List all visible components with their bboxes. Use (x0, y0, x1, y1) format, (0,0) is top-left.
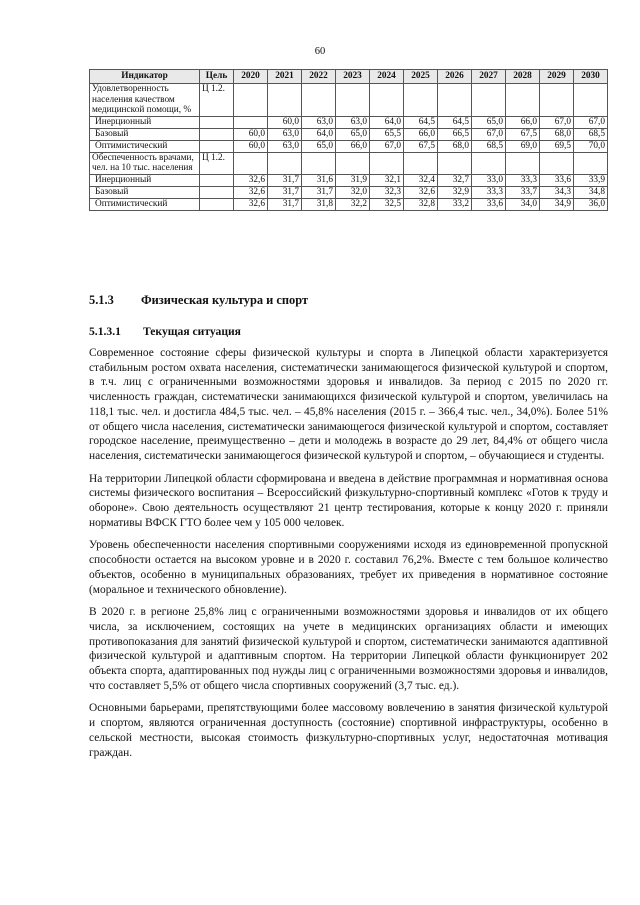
value-cell: 31,9 (336, 175, 370, 187)
value-cell: 67,0 (370, 140, 404, 152)
value-cell: 36,0 (574, 198, 608, 210)
indicator-row (90, 83, 608, 116)
value-cell: 32,5 (370, 198, 404, 210)
value-cell: 32,6 (404, 186, 438, 198)
subsection-number: 5.1.3.1 (89, 325, 121, 338)
value-cell: 67,0 (574, 117, 608, 129)
paragraph: На территории Липецкой области сформирована и введена в действие программная и нормативная основа системы физического воспитания – Всероссийский физкультурно-спортивный комплекс «Готов к труду и обороне». Свою деятельность осуществляют 21 центр тестирования, которые к концу 2020 г. приняли нормативы ВФСК ГТО более чем у 105 000 человек. (89, 472, 608, 529)
indicator-goal: Ц 1.2. (200, 152, 234, 175)
header-year: 2028 (506, 70, 540, 84)
value-cell: 33,6 (540, 175, 574, 187)
empty-cell (302, 83, 336, 116)
value-cell: 63,0 (302, 117, 336, 129)
scenario-row (90, 128, 608, 140)
value-cell: 68,0 (438, 140, 472, 152)
empty-cell (200, 198, 234, 210)
empty-cell (404, 152, 438, 175)
value-cell: 64,0 (302, 128, 336, 140)
scenario-name: Оптимистический (90, 198, 200, 210)
scenario-row (90, 175, 608, 187)
empty-cell (234, 152, 268, 175)
value-cell: 32,1 (370, 175, 404, 187)
scenario-name: Оптимистический (90, 140, 200, 152)
value-cell: 60,0 (268, 117, 302, 129)
value-cell: 68,0 (540, 128, 574, 140)
table-body (90, 83, 608, 210)
scenario-name: Базовый (90, 128, 200, 140)
value-cell: 34,3 (540, 186, 574, 198)
value-cell (234, 117, 268, 129)
empty-cell (370, 152, 404, 175)
empty-cell (200, 175, 234, 187)
empty-cell (404, 83, 438, 116)
value-cell: 67,5 (506, 128, 540, 140)
value-cell: 66,0 (506, 117, 540, 129)
empty-cell (268, 83, 302, 116)
value-cell: 65,5 (370, 128, 404, 140)
subsection-heading (89, 325, 241, 338)
scenario-row (90, 186, 608, 198)
header-year: 2024 (370, 70, 404, 84)
empty-cell (200, 140, 234, 152)
header-year: 2026 (438, 70, 472, 84)
value-cell: 33,2 (438, 198, 472, 210)
indicator-name: Обеспеченность врачами, чел. на 10 тыс. населения (90, 152, 200, 175)
value-cell: 69,0 (506, 140, 540, 152)
header-year: 2023 (336, 70, 370, 84)
empty-cell (200, 186, 234, 198)
value-cell: 32,2 (336, 198, 370, 210)
empty-cell (234, 83, 268, 116)
value-cell: 67,0 (540, 117, 574, 129)
value-cell: 34,9 (540, 198, 574, 210)
paragraph: Основными барьерами, препятствующими более массовому вовлечению в занятия физической культурой и спортом, являются ограниченная доступность (состояние) спортивной инфраструктуры, особенно в сельской местности, высокая стоимость физкультурно-спортивных услуг, недостаточная мотивация граждан. (89, 702, 608, 759)
empty-cell (336, 83, 370, 116)
value-cell: 32,6 (234, 175, 268, 187)
section-title: Физическая культура и спорт (141, 293, 309, 307)
section-number: 5.1.3 (89, 293, 114, 307)
empty-cell (472, 152, 506, 175)
header-year: 2027 (472, 70, 506, 84)
value-cell: 31,7 (268, 198, 302, 210)
value-cell: 32,0 (336, 186, 370, 198)
scenario-name: Базовый (90, 186, 200, 198)
empty-cell (200, 117, 234, 129)
value-cell: 60,0 (234, 140, 268, 152)
value-cell: 60,0 (234, 128, 268, 140)
empty-cell (540, 152, 574, 175)
value-cell: 32,3 (370, 186, 404, 198)
value-cell: 68,5 (574, 128, 608, 140)
value-cell: 32,7 (438, 175, 472, 187)
table-header-row (90, 70, 608, 84)
page-number: 60 (314, 46, 326, 57)
value-cell: 69,5 (540, 140, 574, 152)
value-cell: 64,5 (404, 117, 438, 129)
value-cell: 31,6 (302, 175, 336, 187)
value-cell: 32,6 (234, 186, 268, 198)
paragraph: В 2020 г. в регионе 25,8% лиц с ограниченными возможностями здоровья и инвалидов от их общего числа, за исключением, состоящих на учете в медицинских организациях области и имеющих противопоказания для занятий физической культурой и спортом, систематически занимаются адаптивной физической культурой и адаптивным спортом. На территории Липецкой области функционирует 202 объекта спорта, адаптированных под нужды лиц с ограниченными возможностями здоровья и инвалидов, что составляет 5,5% от общего числа спортивных сооружений (3,7 тыс. ед.). (89, 606, 608, 692)
header-indicator: Индикатор (90, 70, 200, 84)
value-cell: 31,8 (302, 198, 336, 210)
indicator-goal: Ц 1.2. (200, 83, 234, 116)
value-cell: 32,8 (404, 198, 438, 210)
value-cell: 34,8 (574, 186, 608, 198)
value-cell: 63,0 (268, 140, 302, 152)
value-cell: 32,9 (438, 186, 472, 198)
section-heading (89, 293, 308, 308)
empty-cell (540, 83, 574, 116)
scenario-name: Инерционный (90, 175, 200, 187)
empty-cell (574, 152, 608, 175)
value-cell: 67,5 (404, 140, 438, 152)
value-cell: 65,0 (336, 128, 370, 140)
body-text (89, 346, 608, 768)
indicators-table (89, 69, 608, 211)
value-cell: 33,7 (506, 186, 540, 198)
empty-cell (438, 83, 472, 116)
header-year: 2022 (302, 70, 336, 84)
value-cell: 66,0 (336, 140, 370, 152)
value-cell: 32,6 (234, 198, 268, 210)
value-cell: 67,0 (472, 128, 506, 140)
empty-cell (268, 152, 302, 175)
empty-cell (574, 83, 608, 116)
value-cell: 31,7 (268, 186, 302, 198)
value-cell: 32,4 (404, 175, 438, 187)
value-cell: 65,0 (472, 117, 506, 129)
scenario-row (90, 117, 608, 129)
scenario-row (90, 140, 608, 152)
empty-cell (506, 152, 540, 175)
value-cell: 33,0 (472, 175, 506, 187)
value-cell: 63,0 (268, 128, 302, 140)
value-cell: 65,0 (302, 140, 336, 152)
empty-cell (472, 83, 506, 116)
empty-cell (438, 152, 472, 175)
empty-cell (302, 152, 336, 175)
header-year: 2020 (234, 70, 268, 84)
value-cell: 70,0 (574, 140, 608, 152)
header-goal: Цель (200, 70, 234, 84)
value-cell: 31,7 (302, 186, 336, 198)
value-cell: 66,5 (438, 128, 472, 140)
empty-cell (336, 152, 370, 175)
value-cell: 66,0 (404, 128, 438, 140)
value-cell: 63,0 (336, 117, 370, 129)
scenario-row (90, 198, 608, 210)
value-cell: 64,0 (370, 117, 404, 129)
value-cell: 33,6 (472, 198, 506, 210)
empty-cell (506, 83, 540, 116)
empty-cell (200, 128, 234, 140)
paragraph: Уровень обеспеченности населения спортивными сооружениями исходя из единовременной пропускной способности остается на высоком уровне и в 2020 г. составил 76,2%. Вместе с тем большое количество объектов, особенно в муниципальных образованиях, требует их приведения в нормативное состояние (моральное и технического обновление). (89, 539, 608, 596)
value-cell: 33,9 (574, 175, 608, 187)
value-cell: 34,0 (506, 198, 540, 210)
value-cell: 68,5 (472, 140, 506, 152)
value-cell: 64,5 (438, 117, 472, 129)
indicator-row (90, 152, 608, 175)
header-year: 2030 (574, 70, 608, 84)
paragraph: Современное состояние сферы физической культуры и спорта в Липецкой области характеризуется стабильным ростом охвата населения, систематически занимающегося физической культурой и спортом, в т.ч. лиц с ограниченными возможностями здоровья и инвалидов. За период с 2015 по 2020 гг. численность граждан, систематически занимающихся физической культурой и спортом, увеличилась на 118,1 тыс. чел. и достигла 484,5 тыс. чел. – 45,8% населения (2015 г. – 366,4 тыс. чел., 34,0%). Более 51% от общего числа населения, систематически занимающегося физической культурой и спортом, составляет городское население, преимущественно – дети и молодежь в возрасте до 29 лет, 84,4% от общего числа населения, систематически занимающегося физической культурой и спортом, – обучающиеся и студенты. (89, 347, 608, 462)
scenario-name: Инерционный (90, 117, 200, 129)
header-year: 2025 (404, 70, 438, 84)
value-cell: 31,7 (268, 175, 302, 187)
subsection-title: Текущая ситуация (143, 325, 241, 338)
indicator-name: Удовлетворенность населения качеством медицинской помощи, % (90, 83, 200, 116)
header-year: 2029 (540, 70, 574, 84)
value-cell: 33,3 (506, 175, 540, 187)
value-cell: 33,3 (472, 186, 506, 198)
empty-cell (370, 83, 404, 116)
header-year: 2021 (268, 70, 302, 84)
